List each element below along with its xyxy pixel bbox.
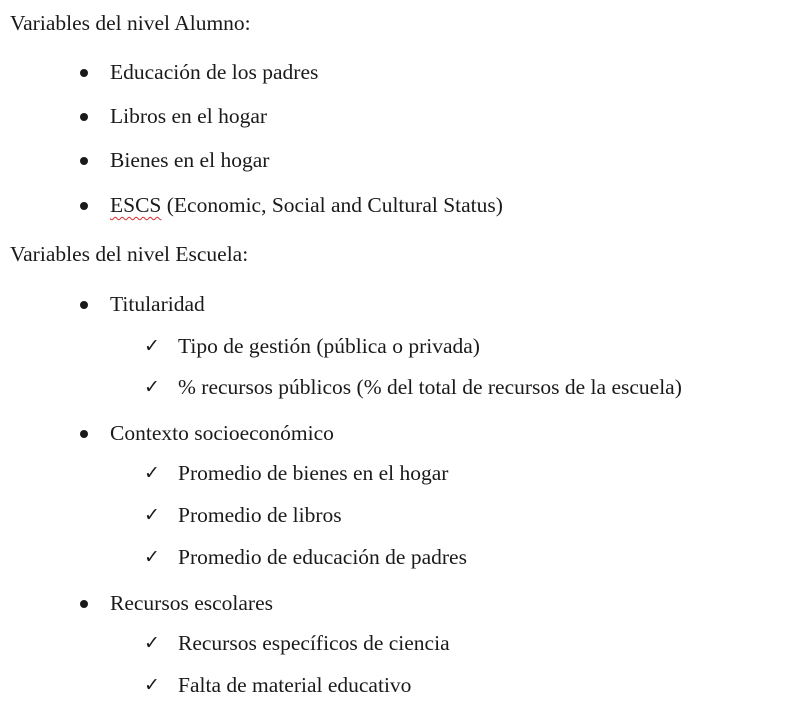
bullet-dot-icon [80, 113, 88, 121]
checkmark-icon: ✓ [144, 674, 160, 696]
sub-item-label: Promedio de libros [178, 503, 342, 527]
checkmark-icon: ✓ [144, 376, 160, 398]
bullet-label: Recursos escolares [110, 591, 273, 615]
bullet-label: Contexto socioeconómico [110, 421, 334, 445]
bullet-label [110, 192, 503, 218]
sub-item-label: Recursos específicos de ciencia [178, 631, 450, 655]
bullet-dot-icon [80, 301, 88, 309]
bullet-label: Educación de los padres [110, 60, 319, 84]
checkmark-icon: ✓ [144, 546, 160, 568]
sub-item-label: Tipo de gestión (pública o privada) [178, 334, 480, 358]
bullet-dot-icon [80, 69, 88, 77]
student-level-heading: Variables del nivel Alumno: [10, 11, 251, 35]
bullet-label: Bienes en el hogar [110, 148, 270, 172]
spellcheck-flagged-word[interactable]: ESCS [110, 193, 162, 217]
checkmark-icon: ✓ [144, 462, 160, 484]
sub-item-label: Promedio de educación de padres [178, 545, 467, 569]
school-level-heading: Variables del nivel Escuela: [10, 242, 249, 266]
bullet-label: Libros en el hogar [110, 104, 268, 128]
checkmark-icon: ✓ [144, 335, 160, 357]
checkmark-icon: ✓ [144, 504, 160, 526]
sub-item-label: % recursos públicos (% del total de recursos de la escuela) [178, 375, 682, 399]
sub-item-label: Falta de material educativo [178, 673, 412, 697]
bullet-dot-icon [80, 600, 88, 608]
checkmark-icon: ✓ [144, 632, 160, 654]
sub-item-label: Promedio de bienes en el hogar [178, 461, 449, 485]
bullet-dot-icon [80, 157, 88, 165]
bullet-label: Titularidad [110, 292, 205, 316]
bullet-label-rest: (Economic, Social and Cultural Status) [161, 193, 503, 217]
bullet-dot-icon [80, 202, 88, 210]
bullet-dot-icon [80, 430, 88, 438]
